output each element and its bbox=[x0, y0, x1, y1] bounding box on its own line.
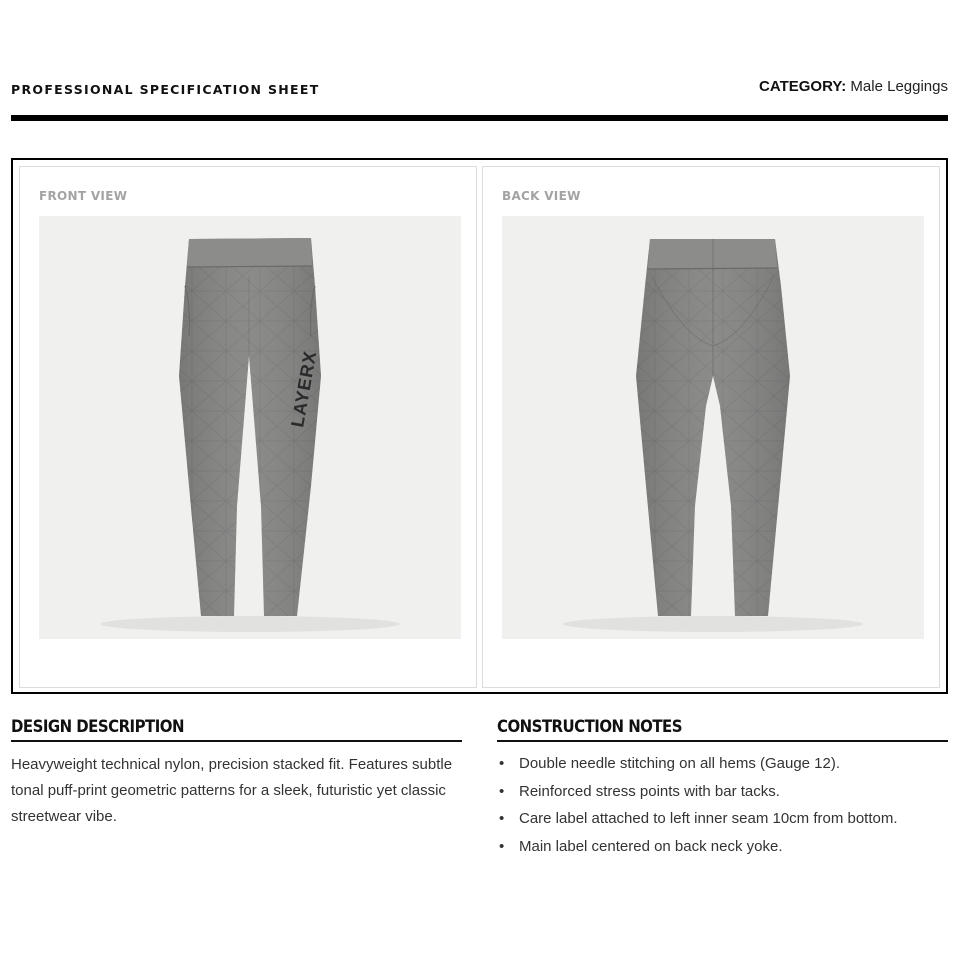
design-description-text: Heavyweight technical nylon, precision stacked fit. Features subtle tonal puff-print geometric patterns for a sleek, futuristic yet classic streetwear vibe. bbox=[11, 756, 453, 825]
category-label: CATEGORY: bbox=[759, 78, 847, 95]
construction-notes-divider bbox=[497, 740, 948, 742]
front-brand-print: LAYERX bbox=[287, 349, 321, 429]
views-frame bbox=[11, 158, 948, 694]
category-value: Male Leggings bbox=[850, 78, 948, 95]
document-title: PROFESSIONAL SPECIFICATION SHEET bbox=[11, 82, 320, 97]
design-description-section bbox=[11, 716, 462, 830]
back-view-panel bbox=[482, 166, 940, 688]
front-view-label: FRONT VIEW bbox=[39, 189, 128, 203]
construction-note: • Double needle stitching on all hems (Gauge 12). bbox=[497, 750, 948, 778]
back-view-label: BACK VIEW bbox=[502, 189, 581, 203]
front-leggings-illustration bbox=[39, 216, 461, 639]
back-leggings-illustration bbox=[502, 216, 924, 639]
front-view-panel bbox=[19, 166, 477, 688]
category-field bbox=[759, 78, 948, 95]
construction-notes-list bbox=[497, 750, 948, 860]
design-description-divider bbox=[11, 740, 462, 742]
back-view-photo bbox=[502, 216, 924, 639]
construction-notes-section bbox=[497, 716, 948, 860]
construction-notes-heading: CONSTRUCTION NOTES bbox=[497, 717, 682, 737]
sheet-header bbox=[11, 76, 948, 98]
header-divider bbox=[11, 115, 948, 121]
construction-note: • Main label centered on back neck yoke. bbox=[497, 833, 948, 861]
construction-note: • Care label attached to left inner seam 10cm from bottom. bbox=[497, 805, 948, 833]
design-description-heading: DESIGN DESCRIPTION bbox=[11, 717, 184, 737]
construction-note: • Reinforced stress points with bar tacks. bbox=[497, 778, 948, 806]
front-view-photo bbox=[39, 216, 461, 639]
